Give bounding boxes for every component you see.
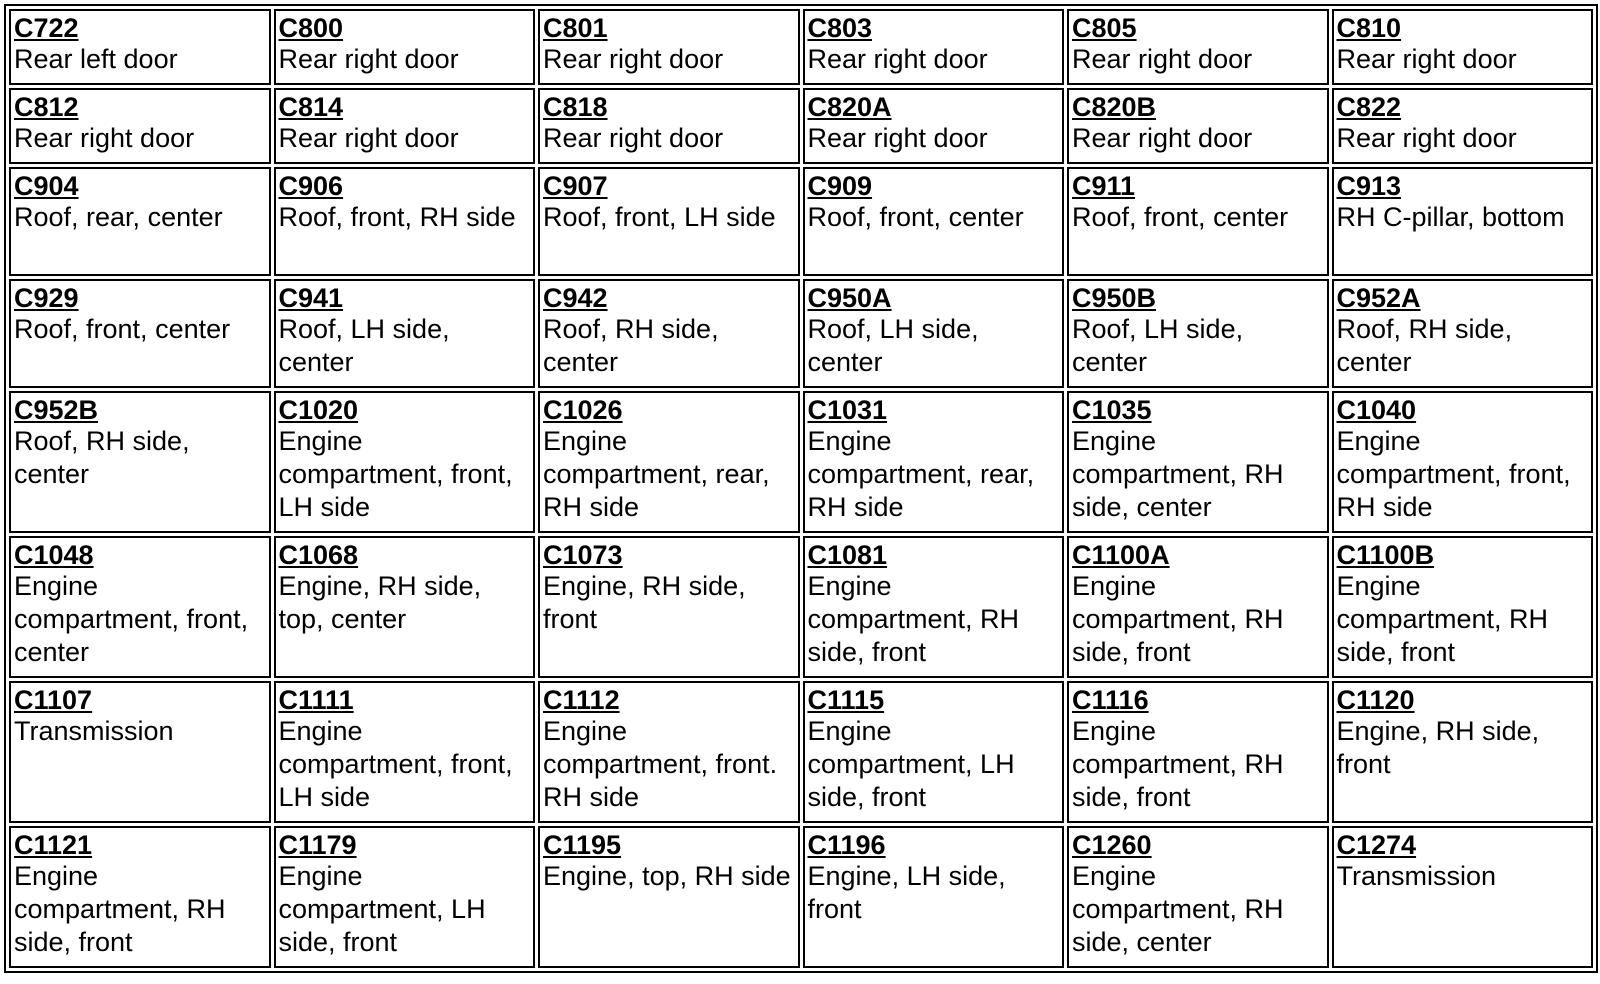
connector-cell (538, 536, 800, 678)
connector-code: C1100A (1072, 540, 1170, 570)
connector-location: Roof, LH side, center (278, 314, 450, 377)
table-row (9, 279, 1593, 388)
connector-location: Engine, RH side, front (543, 571, 746, 634)
connector-location: Rear right door (1072, 123, 1253, 153)
connector-code: C1196 (807, 830, 886, 860)
connector-code: C913 (1336, 171, 1402, 201)
connector-code: C1073 (543, 540, 623, 570)
connector-code: C1111 (278, 685, 354, 715)
connector-location: Engine compartment, RH side, front (807, 571, 1020, 667)
connector-location: Engine compartment, LH side, front (278, 861, 486, 957)
connector-code: C907 (543, 171, 608, 201)
connector-cell (1067, 826, 1329, 968)
connector-location: Engine compartment, front, center (14, 571, 249, 667)
connector-code: C950A (807, 283, 892, 313)
connector-code: C1120 (1336, 685, 1415, 715)
connector-code: C942 (543, 283, 608, 313)
connector-cell (1332, 681, 1594, 823)
connector-location: Engine compartment, RH side, center (1072, 861, 1284, 957)
table-row (9, 826, 1593, 968)
connector-location: Engine, RH side, front (1336, 716, 1540, 779)
connector-location: Rear right door (543, 44, 724, 74)
connector-location: Engine compartment, RH side, front (1072, 716, 1284, 812)
connector-location: Roof, RH side, center (1336, 314, 1513, 377)
connector-location: Roof, LH side, center (807, 314, 979, 377)
connector-cell (538, 9, 800, 85)
connector-code: C1031 (807, 395, 888, 425)
connector-code: C1081 (807, 540, 888, 570)
table-row (9, 536, 1593, 678)
connector-location: Rear left door (14, 44, 178, 74)
connector-code: C820B (1072, 92, 1157, 122)
connector-cell (803, 167, 1065, 276)
connector-code: C950B (1072, 283, 1157, 313)
connector-cell (274, 391, 536, 533)
connector-code: C1048 (14, 540, 94, 570)
connector-location: Rear right door (543, 123, 724, 153)
connector-cell (1332, 826, 1594, 968)
connector-location: Engine, LH side, front (807, 861, 1006, 924)
connector-cell (538, 826, 800, 968)
connector-cell (1332, 279, 1594, 388)
connector-cell (803, 88, 1065, 164)
connector-location: Engine compartment, RH side, front (1336, 571, 1549, 667)
connector-cell (1332, 391, 1594, 533)
connector-code: C820A (807, 92, 892, 122)
connector-code: C1040 (1336, 395, 1417, 425)
connector-code: C1020 (278, 395, 359, 425)
connector-cell (1067, 536, 1329, 678)
connector-location: Engine compartment, rear, RH side (543, 426, 770, 522)
connector-cell (803, 9, 1065, 85)
connector-cell (1332, 88, 1594, 164)
connector-cell (1067, 9, 1329, 85)
connector-location: Roof, front, RH side (278, 202, 516, 232)
connector-location: Rear right door (1336, 44, 1517, 74)
connector-location: Roof, RH side, center (14, 426, 190, 489)
connector-location: Engine compartment, front, LH side (278, 426, 513, 522)
connector-cell (803, 536, 1065, 678)
connector-code: C1121 (14, 830, 93, 860)
connector-code: C1195 (543, 830, 622, 860)
connector-code: C800 (278, 13, 344, 43)
connector-code: C814 (278, 92, 344, 122)
connector-cell (803, 279, 1065, 388)
connector-code: C1035 (1072, 395, 1152, 425)
connector-location: Rear right door (14, 123, 195, 153)
connector-location: Rear right door (807, 44, 988, 74)
connector-location: Engine compartment, RH side, front (14, 861, 226, 957)
connector-cell (1332, 536, 1594, 678)
connector-code: C812 (14, 92, 79, 122)
connector-location: Engine compartment, front, RH side (1336, 426, 1571, 522)
connector-cell (538, 391, 800, 533)
table-row (9, 9, 1593, 85)
connector-code: C1260 (1072, 830, 1152, 860)
connector-cell (274, 88, 536, 164)
connector-cell (803, 681, 1065, 823)
connector-location: Engine compartment, RH side, front (1072, 571, 1284, 667)
table-row (9, 167, 1593, 276)
connector-location: Rear right door (807, 123, 988, 153)
connector-code: C952A (1336, 283, 1421, 313)
connector-cell (538, 167, 800, 276)
connector-code: C929 (14, 283, 79, 313)
connector-code: C810 (1336, 13, 1402, 43)
connector-cell (803, 826, 1065, 968)
connector-code: C1112 (543, 685, 620, 715)
connector-cell (1332, 167, 1594, 276)
table-row (9, 88, 1593, 164)
connector-code: C1274 (1336, 830, 1417, 860)
connector-cell (9, 88, 271, 164)
connector-cell (9, 391, 271, 533)
connector-location: RH C-pillar, bottom (1336, 202, 1565, 232)
connector-location: Rear right door (1336, 123, 1517, 153)
connector-cell (1332, 9, 1594, 85)
connector-cell (803, 391, 1065, 533)
connector-code: C911 (1072, 171, 1136, 201)
connector-location: Engine compartment, front. RH side (543, 716, 778, 812)
connector-code: C805 (1072, 13, 1137, 43)
connector-cell (274, 681, 536, 823)
connector-cell (538, 681, 800, 823)
connector-cell (538, 279, 800, 388)
connector-location: Transmission (14, 716, 174, 746)
connector-cell (1067, 167, 1329, 276)
connector-code: C1107 (14, 685, 93, 715)
connector-code: C818 (543, 92, 608, 122)
connector-location: Rear right door (278, 44, 459, 74)
connector-code: C1026 (543, 395, 623, 425)
connector-cell (1067, 88, 1329, 164)
connector-location: Engine compartment, rear, RH side (807, 426, 1035, 522)
connector-location-table (4, 4, 1598, 973)
connector-location: Roof, RH side, center (543, 314, 719, 377)
connector-location: Engine compartment, front, LH side (278, 716, 513, 812)
connector-location: Roof, front, center (807, 202, 1024, 232)
connector-code: C1100B (1336, 540, 1435, 570)
connector-code: C941 (278, 283, 344, 313)
connector-code: C1179 (278, 830, 357, 860)
connector-cell (1067, 279, 1329, 388)
connector-cell (9, 681, 271, 823)
connector-location: Engine, RH side, top, center (278, 571, 482, 634)
connector-cell (274, 167, 536, 276)
connector-cell (9, 536, 271, 678)
connector-cell (1067, 681, 1329, 823)
connector-location: Rear right door (1072, 44, 1253, 74)
connector-cell (1067, 391, 1329, 533)
connector-cell (274, 826, 536, 968)
connector-location: Rear right door (278, 123, 459, 153)
connector-code: C909 (807, 171, 873, 201)
connector-cell (274, 279, 536, 388)
connector-cell (9, 9, 271, 85)
connector-location: Roof, front, LH side (543, 202, 776, 232)
connector-cell (274, 536, 536, 678)
connector-code: C722 (14, 13, 79, 43)
table-row (9, 681, 1593, 823)
connector-location: Roof, rear, center (14, 202, 223, 232)
connector-code: C1068 (278, 540, 359, 570)
connector-code: C801 (543, 13, 608, 43)
connector-location: Transmission (1336, 861, 1497, 891)
connector-location: Engine compartment, RH side, center (1072, 426, 1284, 522)
connector-cell (9, 279, 271, 388)
connector-code: C803 (807, 13, 873, 43)
connector-location: Roof, front, center (1072, 202, 1289, 232)
connector-cell (9, 167, 271, 276)
connector-location: Engine, top, RH side (543, 861, 791, 891)
connector-code: C904 (14, 171, 79, 201)
connector-code: C906 (278, 171, 344, 201)
connector-code: C1116 (1072, 685, 1149, 715)
connector-location: Roof, front, center (14, 314, 231, 344)
table-row (9, 391, 1593, 533)
connector-code: C822 (1336, 92, 1402, 122)
connector-location: Roof, LH side, center (1072, 314, 1244, 377)
connector-table-body (9, 9, 1593, 968)
connector-cell (274, 9, 536, 85)
connector-code: C952B (14, 395, 99, 425)
connector-cell (9, 826, 271, 968)
connector-cell (538, 88, 800, 164)
connector-code: C1115 (807, 685, 885, 715)
connector-location: Engine compartment, LH side, front (807, 716, 1015, 812)
